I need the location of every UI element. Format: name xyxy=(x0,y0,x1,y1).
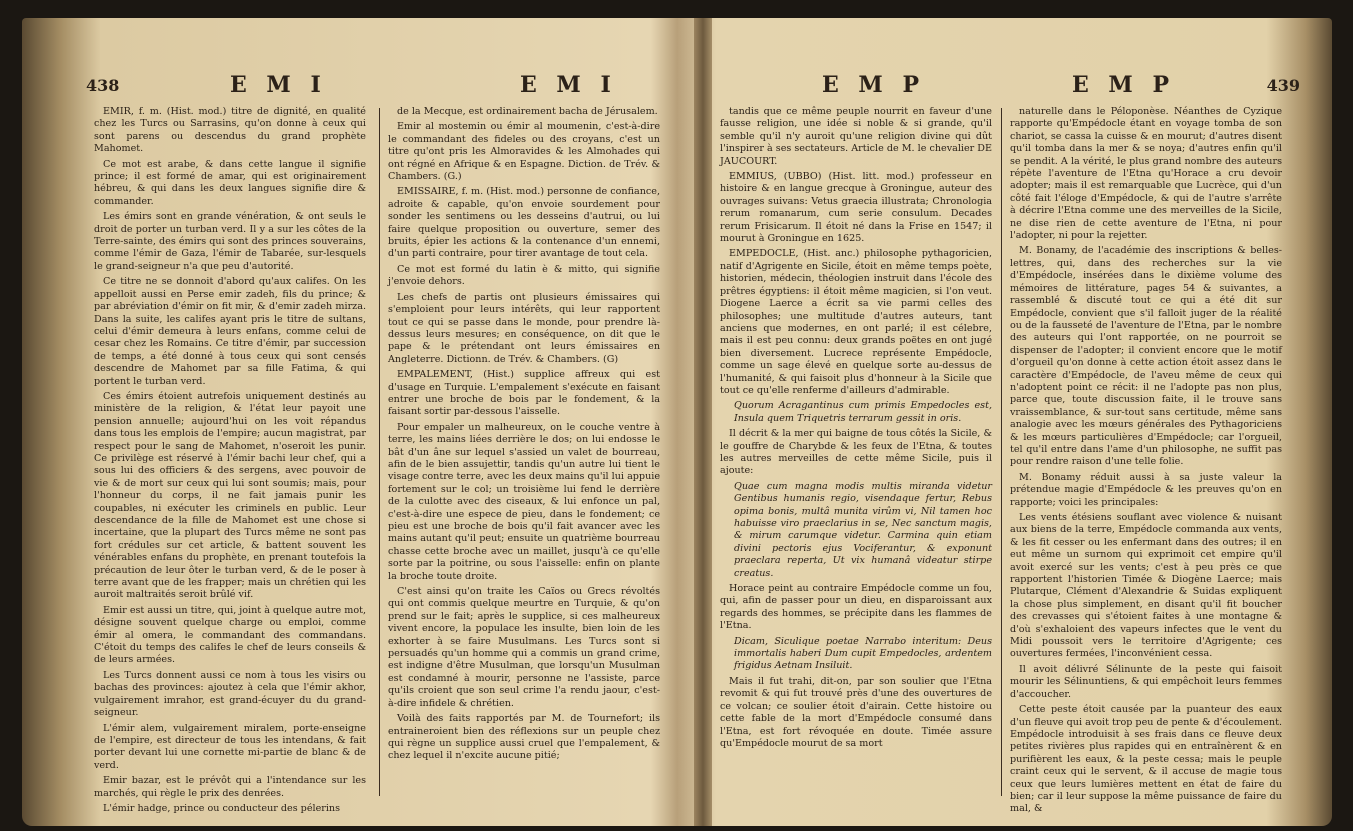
right-page xyxy=(712,46,1312,815)
paragraph: Ce mot est arabe, & dans cette langue il signifie prince; il est formé de amar, qui est originairement hébreu, & qui dans les deux langues signifie dire & commander. xyxy=(94,158,366,207)
column-rule xyxy=(1001,108,1002,796)
paragraph: M. Bonamy réduit aussi à sa juste valeur la prétendue magie d'Empédocle & les preuves qu'on en rapporte; voici les principales: xyxy=(1010,471,1282,508)
paragraph: Les Turcs donnent aussi ce nom à tous les visirs ou bachas des provinces: ajoutez à cela que l'émir akhor, vulgairement imrahor, est grand-écuyer du du grand-seigneur. xyxy=(94,669,366,719)
left-page-column-1 xyxy=(94,106,366,814)
paragraph: Mais il fut trahi, dit-on, par son soulier que l'Etna revomit & qui fut trouvé près d'une des ouvertures de ce volcan; ce soulier étoit d'airain. Cette histoire ou cette fable de la mort d'Empédocle consumé dans l'Etna, est fort révoquée en doute. Timée assure qu'Empédocle mourut de sa mort xyxy=(720,675,992,749)
right-page-column-1 xyxy=(720,106,992,800)
paragraph: Emir est aussi un titre, qui, joint à quelque autre mot, désigne souvent quelque charge ou emploi, comme émir al omera, le commandant des commandans. C'étoit du temps des califes le chef de leurs conseils & de leurs armées. xyxy=(94,604,366,666)
left-page-column-2 xyxy=(388,106,660,800)
left-page-header xyxy=(80,72,692,104)
left-page-number: 438 xyxy=(86,76,120,95)
left-running-head-2: E M I xyxy=(520,72,617,98)
paragraph: de la Mecque, est ordinairement bacha de Jérusalem. xyxy=(397,106,658,117)
paragraph: Les émirs sont en grande vénération, & ont seuls le droit de porter un turban verd. Il y a sur les côtes de la Terre-sainte, des émirs qui sont des princes souverains, comme l'émir de Gaza, l'émir de Tabarée, sur-lesquels le grand-seigneur n'a que peu d'autorité. xyxy=(94,211,366,272)
paragraph: Ce mot est formé du latin è & mitto, qui signifie j'envoie dehors. xyxy=(388,263,660,288)
paragraph: Quae cum magna modis multis miranda videtur Gentibus humanis regio, visendaque fertur, Rebus opima bonis, multâ munita virûm vi, Nil tamen hoc habuisse viro praeclarius in se, Nec sanctum magis, & mirum carumque videtur. Carmina quin etiam divini pectoris ejus Vociferantur, & exponunt praeclara reperta, Ut vix humanâ videatur stirpe creatus. xyxy=(734,480,992,579)
paragraph: EMIR, f. m. (Hist. mod.) titre de dignité, en qualité chez les Turcs ou Sarrasins, qu'on donne à ceux qui sont parens ou descendus du grand prophète Mahomet. xyxy=(94,106,366,155)
right-page-column-2 xyxy=(1010,106,1282,815)
paragraph: Pour empaler un malheureux, on le couche ventre à terre, les mains liées derrière le dos; on lui endosse le bât d'un âne sur lequel s'assied un valet de bourreau, afin de le bien assujettir, tandis qu'un autre lui tient le visage contre terre, avec les deux mains qu'il lui appuie fortement sur le col; un troisième lui fend le derrière de la culotte avec des ciseaux, & lui enfonce un pal, c'est-à-dire une espece de pieu, dans le fondement; ce pieu est une broche de bois qu'il fait avancer avec les mains autant qu'il peut; ensuite un quatrième bourreau chasse cette broche avec un maillet, jusqu'à ce qu'elle sorte par la poitrine, ou sous l'aisselle: enfin on plante la broche toute droite. xyxy=(388,421,660,582)
open-book xyxy=(22,18,1332,826)
paragraph: EMISSAIRE, f. m. (Hist. mod.) personne de confiance, adroite & capable, qu'on envoie sourdement pour sonder les sentimens ou les desseins d'autrui, ou lui faire quelque proposition ou ouverture, semer des bruits, épier les actions & la contenance d'un ennemi, d'un parti contraire, pour tirer avantage de tout cela. xyxy=(388,186,660,260)
paragraph: Cette peste étoit causée par la puanteur des eaux d'un fleuve qui avoit trop peu de pente & d'écoulement. Empédocle introduisit à ses frais dans ce fleuve deux petites rivières plus rapides qui en entraînèrent & en purifièrent les eaux, & la peste cessa; mais le peuple craint ceux qui le servent, & il accuse de magie tous ceux que leurs lumières mettent en état de faire du bien; car il leur suppose la même puissance de faire du mal, & xyxy=(1010,704,1282,815)
paragraph: C'est ainsi qu'on traite les Caïos ou Grecs révoltés qui ont commis quelque meurtre en Turquie, & qu'on prend sur le fait; après le supplice, si ces malheureux vivent encore, la populace les insulte, bien loin de les exhorter à se faire Musulmans. Les Turcs sont si persuadés qu'un homme qui a commis un grand crime, est indigne d'être Musulman, que lorsqu'un Musulman est condamné à mourir, personne ne l'assiste, parce qu'ils croient que son seul crime l'a rendu jaour, c'est-à-dire infidele & chrétien. xyxy=(388,586,660,709)
paragraph: Emir bazar, est le prévôt qui a l'intendance sur les marchés, qui règle le prix des denrées. xyxy=(94,775,366,799)
paragraph: Dicam, Siculique poetae Narrabo interitum: Deus immortalis haberi Dum cupit Empedocles, ardentem frigidus Aetnam Insiluit. xyxy=(734,635,992,672)
paragraph: tandis que ce même peuple nourrit en faveur d'une fausse religion, une idée si noble & si grande, qu'il semble qu'il n'y auroit qu'une religion divine qui dût l'inspirer à ses sectateurs. Article de M. le chevalier DE JAUCOURT. xyxy=(720,106,992,167)
paragraph: EMPALEMENT, (Hist.) supplice affreux qui est d'usage en Turquie. L'empalement s'exécute en faisant entrer une broche de bois par le fondement, & la faisant sortir par-dessous l'aisselle. xyxy=(388,369,660,418)
paragraph: Ce titre ne se donnoit d'abord qu'aux califes. On les appelloit aussi en Perse emir zadeh, fils du prince; & par abréviation d'émir on fit mir, & d'emir zadeh mirza. Dans la suite, les califes ayant pris le titre de sultans, celui d'émir demeura à leurs enfans, comme celui de cesar chez les Romains. Ce titre d'émir, par succession de temps, a été donné à tous ceux qui sont censés descendre de Mahomet par sa fille Fatima, & qui portent le turban verd. xyxy=(94,276,366,387)
right-page-number: 439 xyxy=(1266,76,1300,95)
left-running-head-1: E M I xyxy=(230,72,327,98)
right-page-header xyxy=(712,72,1312,104)
paragraph: M. Bonamy, de l'académie des inscriptions & belles-lettres, qui, dans des recherches sur la vie d'Empédocle, insérées dans le dixième volume des mémoires de littérature, pages 54 & suivantes, a rassemblé & discuté tout ce qui a été dit sur Empédocle, convient que s'il falloit juger de la réalité ou de la fausseté de l'aventure de l'Etna, par le nombre des auteurs qui l'ont rapportée, on ne pourroit se dispenser de l'adopter; il convient encore que le motif d'orgueil qu'on donne à cette action étoit assez dans le caractère d'Empédocle, de l'aveu même de ceux qui n'adoptent point ce récit: il ne l'adopte pas non plus, parce que, toute discussion faite, il le trouve sans vraissemblance, & sur-tout sans certitude, même sans analogie avec les mœurs générales des Pythagoriciens & les mœurs particulières d'Empédocle; car l'orgueil, tel qu'il entre dans l'ame d'un philosophe, ne suffit pas pour rendre raison d'une telle folie. xyxy=(1010,245,1282,468)
paragraph: Voilà des faits rapportés par M. de Tournefort; ils entraineroient bien des réflexions sur un peuple chez qui règne un supplice aussi cruel que l'empalement, & chez lequel il n'excite aucune pitié; xyxy=(388,713,660,762)
paragraph: Les vents étésiens souflant avec violence & nuisant aux biens de la terre, Empédocle commanda aux vents, & les fit cesser ou les enfermant dans des outres; il en eut même un surnom qui exprimoit cet empire qu'il avoit exercé sur les vents; c'est à peu près ce que rapportent l'historien Timée & Diogène Laerce; mais Plutarque, Clément d'Alexandrie & Suidas expliquent la chose plus simplement, en disant qu'il fit boucher des crevasses qui s'étoient faites à une montagne & d'où s'exhaloient des vapeurs infectes que le vent du Midi poussoit vers le territoire d'Agrigente; ces ouvertures fermées, l'inconvénient cessa. xyxy=(1010,512,1282,660)
paragraph: L'émir alem, vulgairement miralem, porte-enseigne de l'empire, est directeur de tous les intendans, & fait porter devant lui une cornette mi-partie de blanc & de verd. xyxy=(94,722,366,771)
paragraph: Il avoit délivré Sélinunte de la peste qui faisoit mourir les Sélinuntiens, & qui empêchoit leurs femmes d'accoucher. xyxy=(1010,663,1282,700)
right-running-head-2: E M P xyxy=(1072,72,1175,98)
paragraph: L'émir hadge, prince ou conducteur des pélerins xyxy=(103,802,341,814)
paragraph: Les chefs de partis ont plusieurs émissaires qui s'emploient pour leurs intérêts, qui leur rapportent tout ce qui se passe dans le monde, pour prendre là-dessus leurs mesures; en conséquence, on dit que le pape & le prétendant ont leurs émissaires en Angleterre. Dictionn. de Trév. & Chambers. (G) xyxy=(388,291,660,365)
paragraph: EMPEDOCLE, (Hist. anc.) philosophe pythagoricien, natif d'Agrigente en Sicile, étoit en même temps poète, historien, médecin, théologien instruit dans l'école des prêtres égyptiens: il étoit même magicien, si l'on veut. Diogene Laerce a écrit sa vie parmi celles des philosophes; une multitude d'autres auteurs, tant anciens que modernes, en ont parlé; il est célebre, mais il est peu connu: deux grands poëtes en ont jugé bien diversement. Lucrece représente Empédocle, comme un sage élevé en quelque sorte au-dessus de l'humanité, & qui faisoit plus d'honneur à la Sicile que tout ce qu'elle renferme d'ailleurs d'admirable. xyxy=(720,248,992,396)
right-running-head-1: E M P xyxy=(822,72,925,98)
paragraph: naturelle dans le Péloponèse. Néanthes de Cyzique rapporte qu'Empédocle étant en voyage tomba de son chariot, se cassa la cuisse & en mourut; d'autres disent qu'il tomba dans la mer & se noya; d'autres enfin qu'il se pendit. A la vérité, le plus grand nombre des auteurs répète l'aventure de l'Etna qu'Horace a cru devoir adopter; mais il est remarquable que Lucrèce, qui d'un côté fait l'éloge d'Empédocle, & qui de l'autre s'arrête à décrire l'Etna comme une des merveilles de la Sicile, ne dise rien de cette aventure de l'Etna, ni pour l'adopter, ni pour la rejetter. xyxy=(1010,106,1282,242)
paragraph: EMMIUS, (UBBO) (Hist. litt. mod.) professeur en histoire & en langue grecque à Groningue, auteur des ouvrages suivans: Vetus graecia illustrata; Chronologia rerum romanarum, cum serie consulum. Decades rerum Frisicarum. Il étoit né dans la Frise en 1547; il mourut à Groningue en 1625. xyxy=(720,171,992,245)
paragraph: Ces émirs étoient autrefois uniquement destinés au ministère de la religion, & l'état leur payoit une pension annuelle; aujourd'hui on les voit répandus dans tous les emplois de l'empire; aucun magistrat, par respect pour le sang de Mahomet, n'oseroit les punir. Ce privilège est réservé à l'émir bachi leur chef, qui a sous lui des officiers & des sergens, avec pouvoir de vie & de mort sur ceux qui lui sont soumis; mais, pour l'honneur du corps, il ne fait jamais punir les coupables, ni exécuter les criminels en public. Leur descendance de la fille de Mahomet est une chose si incertaine, que la plupart des Turcs même ne sont pas fort crédules sur cet article, & battent souvent les vénérables enfans du prophète, en prenant toutefois la précaution de leur ôter le turban verd, & de le poser à terre avant que de les frapper; mais un chrétien qui les auroit maltraités seroit brûlé vif. xyxy=(94,390,366,601)
paragraph: Il décrit & la mer qui baigne de tous côtés la Sicile, & le gouffre de Charybde & les feux de l'Etna, & toutes les autres merveilles de cette même Sicile, puis il ajoute: xyxy=(720,428,992,477)
column-rule xyxy=(379,108,380,796)
paragraph: Emir al mostemin ou émir al moumenin, c'est-à-dire le commandant des fideles ou des croyans, c'est un titre qu'ont pris les Almoravides & les Almohades qui ont régné en Afrique & en Espagne. Diction. de Trév. & Chambers. (G.) xyxy=(388,121,660,183)
paragraph: Horace peint au contraire Empédocle comme un fou, qui, afin de passer pour un dieu, en disparoissant aux regards des hommes, se précipite dans les flammes de l'Etna. xyxy=(720,583,992,632)
left-page xyxy=(80,46,692,814)
book-spine xyxy=(694,18,712,826)
paragraph: Quorum Acragantinus cum primis Empedocles est, Insula quem Triquetris terrarum gessit in oris. xyxy=(734,400,992,424)
